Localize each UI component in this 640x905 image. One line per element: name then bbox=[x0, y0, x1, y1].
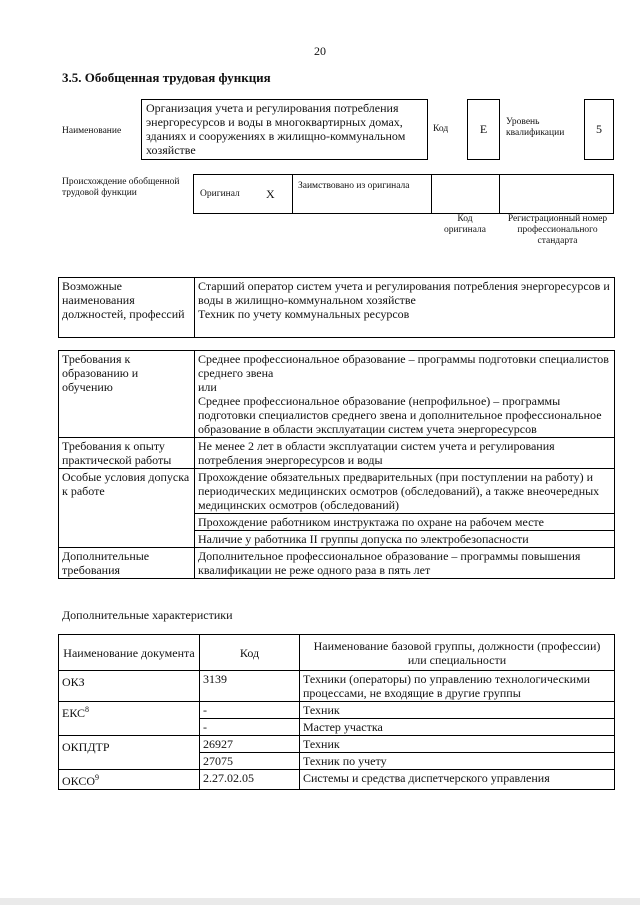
code-original-caption: Код оригинала bbox=[444, 214, 486, 235]
req-admission-value: Наличие у работника II группы допуска по электробезопасности bbox=[195, 531, 615, 548]
requirements-table bbox=[58, 350, 615, 579]
extra-name: Техник bbox=[300, 736, 615, 753]
scan-edge bbox=[0, 898, 640, 905]
req-additional-label: Дополнительные требования bbox=[59, 548, 195, 579]
original-mark: X bbox=[266, 187, 275, 201]
extra-name: Системы и средства диспетчерского управления bbox=[300, 770, 615, 790]
extra-doc: ОКПДТР bbox=[59, 736, 200, 770]
extra-doc: ЕКС$^8$ bbox=[59, 702, 200, 736]
function-name-box bbox=[141, 99, 428, 160]
function-name: Организация учета и регулирования потребления энергоресурсов и воды в многоквартирных домах, зданиях и сооружениях в жилищно-коммунальном хозяйстве bbox=[146, 101, 406, 157]
extra-doc: ОКЗ bbox=[59, 671, 200, 702]
req-experience-value: Не менее 2 лет в области эксплуатации систем учета и регулирования потребления энергоресурсов и воды bbox=[195, 438, 615, 469]
positions-values bbox=[195, 278, 615, 338]
req-value: Среднее профессиональное образование – программы подготовки специалистов среднего звена bbox=[198, 352, 609, 380]
name-label: Наименование bbox=[62, 126, 122, 136]
extra-code: 26927 bbox=[200, 736, 300, 753]
extra-code: 2.27.02.05 bbox=[200, 770, 300, 790]
level-value: 5 bbox=[596, 122, 602, 136]
extra-name: Мастер участка bbox=[300, 719, 615, 736]
extra-code: - bbox=[200, 719, 300, 736]
extra-code: - bbox=[200, 702, 300, 719]
extra-doc: ОКСО$^9$ bbox=[59, 770, 200, 790]
req-value: или bbox=[198, 380, 217, 394]
code-value-box bbox=[467, 99, 500, 160]
level-value-box bbox=[584, 99, 614, 160]
position-line: Старший оператор систем учета и регулирования потребления энергоресурсов и воды в жилищно-коммунальном хозяйстве bbox=[198, 279, 610, 307]
code-label: Код bbox=[433, 124, 449, 134]
req-admission-value: Прохождение обязательных предварительных (при поступлении на работу) и периодических медицинских осмотров (обследований), а также внеочередных медицинских осмотров (обследований) bbox=[195, 469, 615, 514]
page-number: 20 bbox=[314, 44, 326, 58]
col-doc-header: Наименование документа bbox=[59, 635, 200, 671]
borrowed-label: Заимствовано из оригинала bbox=[298, 181, 410, 191]
registration-caption: Регистрационный номер профессионального стандарта bbox=[507, 214, 608, 246]
extra-title: Дополнительные характеристики bbox=[62, 608, 233, 622]
req-experience-label: Требования к опыту практической работы bbox=[59, 438, 195, 469]
req-additional-value: Дополнительное профессиональное образование – программы повышения квалификации не реже одного раза в пять лет bbox=[195, 548, 615, 579]
position-line: Техник по учету коммунальных ресурсов bbox=[198, 307, 410, 321]
col-name-header: Наименование базовой группы, должности (профессии) или специальности bbox=[300, 635, 615, 671]
extra-code: 3139 bbox=[200, 671, 300, 702]
level-label: Уровень квалификации bbox=[506, 117, 565, 138]
section-title: 3.5. Обобщенная трудовая функция bbox=[62, 70, 271, 85]
original-label: Оригинал bbox=[200, 189, 240, 199]
positions-label: Возможные наименования должностей, профессий bbox=[59, 278, 195, 338]
origin-table bbox=[193, 174, 614, 214]
code-value: E bbox=[479, 122, 488, 136]
extra-table bbox=[58, 634, 615, 790]
req-value: Среднее профессиональное образование (непрофильное) – программы подготовки специалистов среднего звена и дополнительное профессиональное образование в области эксплуатации систем учета энергоресурсов bbox=[198, 394, 602, 436]
col-code-header: Код bbox=[200, 635, 300, 671]
positions-table bbox=[58, 277, 615, 338]
extra-name: Техник bbox=[300, 702, 615, 719]
req-admission-value: Прохождение работником инструктажа по охране на рабочем месте bbox=[195, 514, 615, 531]
extra-name: Техник по учету bbox=[300, 753, 615, 770]
origin-label: Происхождение обобщенной трудовой функции bbox=[62, 177, 180, 198]
req-education-label: Требования к образованию и обучению bbox=[59, 351, 195, 438]
extra-name: Техники (операторы) по управлению технологическими процессами, не входящие в другие группы bbox=[300, 671, 615, 702]
extra-code: 27075 bbox=[200, 753, 300, 770]
req-education-values bbox=[195, 351, 615, 438]
req-admission-label: Особые условия допуска к работе bbox=[59, 469, 195, 548]
